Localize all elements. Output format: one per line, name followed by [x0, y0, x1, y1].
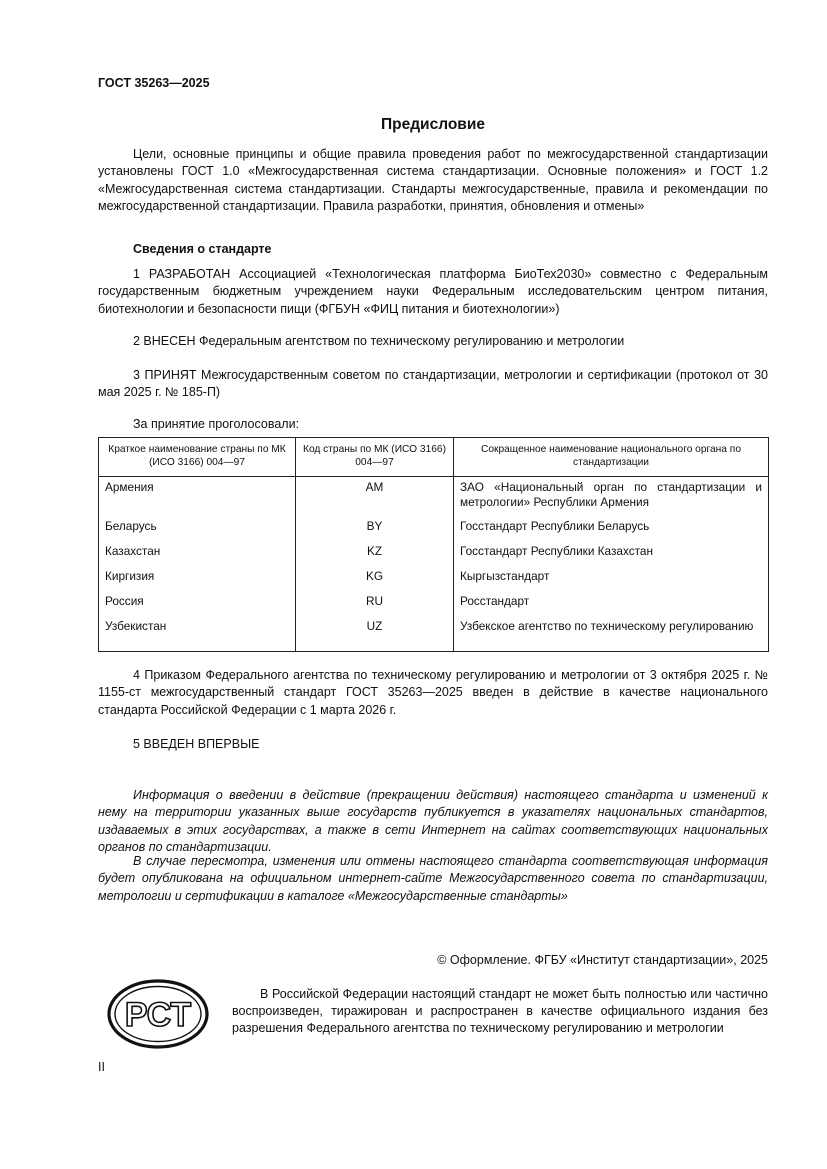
cell-code: RU [296, 591, 454, 616]
voted-label: За принятие проголосовали: [133, 417, 300, 431]
cell-country: Казахстан [99, 541, 296, 566]
cell-code: AM [296, 477, 454, 516]
copyright-line: © Оформление. ФГБУ «Институт стандартизации», 2025 [437, 953, 768, 967]
item-2-submitted: 2 ВНЕСЕН Федеральным агентством по техническому регулированию и метрологии [133, 334, 625, 348]
cell-code: BY [296, 516, 454, 541]
page-number: II [98, 1060, 105, 1074]
cell-country: Беларусь [99, 516, 296, 541]
reproduction-notice: В Российской Федерации настоящий стандарт не может быть полностью или частично воспроизведен, тиражирован и распространен в качестве официального издания без разрешения Федерального агентства по техническому регулированию и метрологии [232, 987, 768, 1036]
table-row [99, 477, 769, 516]
voting-table [98, 437, 769, 652]
cell-code: UZ [296, 616, 454, 652]
cell-code: KG [296, 566, 454, 591]
info-heading: Сведения о стандарте [133, 242, 272, 256]
cell-body: Госстандарт Республики Казахстан [454, 541, 769, 566]
table-row [99, 591, 769, 616]
cell-body: Госстандарт Республики Беларусь [454, 516, 769, 541]
header-country-code: Код страны по МК (ИСО 3166) 004—97 [296, 438, 454, 477]
intro-paragraph: Цели, основные принципы и общие правила проведения работ по межгосударственной стандартизации установлены ГОСТ 1.0 «Межгосударственная система стандартизации. Основные положения» и ГОСТ 1.2 «Межгосударственная система стандартизации. Стандарты межгосударственные, правила и рекомендации по межгосударственной стандартизации. Правила разработки, принятия, обновления и отмены» [98, 147, 768, 213]
cell-country: Узбекистан [99, 616, 296, 652]
item-5-first-introduced: 5 ВВЕДЕН ВПЕРВЫЕ [133, 737, 260, 751]
document-code: ГОСТ 35263—2025 [98, 76, 210, 90]
header-national-body: Сокращенное наименование национального органа по стандартизации [454, 438, 769, 477]
table-row [99, 566, 769, 591]
table-row [99, 516, 769, 541]
item-1-developed: 1 РАЗРАБОТАН Ассоциацией «Технологическая платформа БиоТех2030» совместно с Федеральным государственным бюджетным учреждением науки Федеральным исследовательским центром питания, биотехнологии и безопасности пищи (ФГБУН «ФИЦ питания и биотехнологии») [98, 267, 768, 316]
cell-country: Армения [99, 477, 296, 516]
cell-body: Росстандарт [454, 591, 769, 616]
cell-country: Киргизия [99, 566, 296, 591]
table-header-row [99, 438, 769, 477]
info-notice-paragraph: Информация о введении в действие (прекращении действия) настоящего стандарта и изменений к нему на территории указанных выше государств публикуется в указателях национальных стандартов, издаваемых в этих государствах, а также в сети Интернет на сайтах соответствующих национальных органов по стандартизации. [98, 788, 768, 854]
header-country-name: Краткое наименование страны по МК (ИСО 3166) 004—97 [99, 438, 296, 477]
cell-body: ЗАО «Национальный орган по стандартизации и метрологии» Республики Армения [454, 477, 769, 516]
cell-body: Узбекское агентство по техническому регулированию [454, 616, 769, 652]
rst-certification-mark-icon [106, 978, 210, 1050]
table-row [99, 541, 769, 566]
page-title: Предисловие [380, 116, 485, 133]
logo-text: РСТ [124, 996, 192, 1034]
table-row [99, 616, 769, 652]
item-4-enacted: 4 Приказом Федерального агентства по техническому регулированию и метрологии от 3 октября 2025 г. № 1155-ст межгосударственный стандарт ГОСТ 35263—2025 введен в действие в качестве национального стандарта Российской Федерации с 1 марта 2026 г. [98, 668, 768, 717]
revision-notice-paragraph: В случае пересмотра, изменения или отмены настоящего стандарта соответствующая информация будет опубликована на официальном интернет-сайте Межгосударственного совета по стандартизации, метрологии и сертификации в каталоге «Межгосударственные стандарты» [98, 854, 768, 903]
cell-code: KZ [296, 541, 454, 566]
cell-country: Россия [99, 591, 296, 616]
cell-body: Кыргызстандарт [454, 566, 769, 591]
item-3-adopted: 3 ПРИНЯТ Межгосударственным советом по стандартизации, метрологии и сертификации (протокол от 30 мая 2025 г. № 185-П) [98, 368, 768, 400]
